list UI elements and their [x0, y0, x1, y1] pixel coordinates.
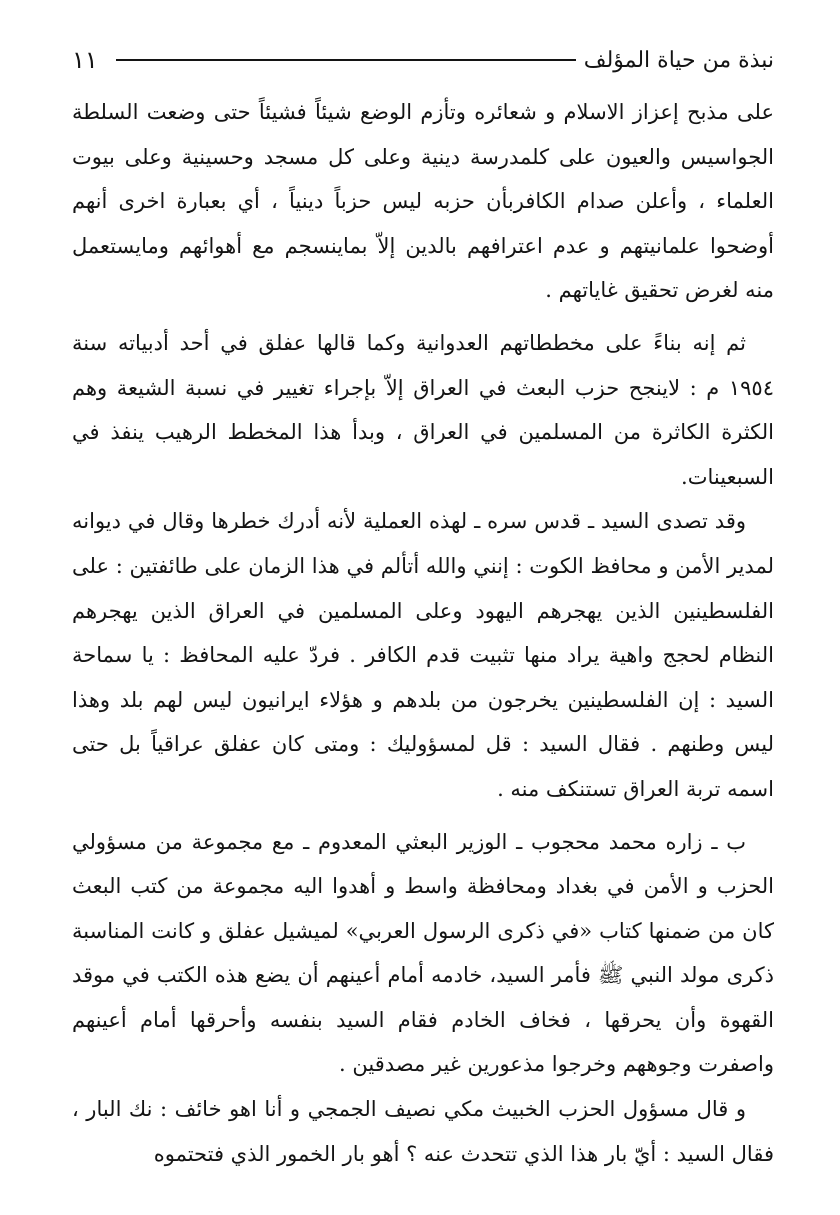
- header-rule: [116, 59, 576, 61]
- paragraph-3: وقد تصدى السيد ـ قدس سره ـ لهذه العملية لأنه أدرك خطرها وقال في ديوانه لمدير الأمن و محافظ الكوت : إنني والله أتألم في هذا الزمان على طائفتين : على الفلسطينين الذين يهجرهم اليهود وعلى المسلمين في العراق الذين يهجرهم النظام لحجج واهية يراد منها تثبيت قدم الكافر . فردّ عليه المحافظ : يا سماحة السيد : إن الفلسطينين يخرجون من بلدهم و هؤلاء ايرانيون ليس لهم بلد وهذا ليس وطنهم . فقال السيد : قل لمسؤوليك : ومتى كان عفلق عراقياً بل حتى اسمه تربة العراق تستنكف منه .: [72, 509, 774, 801]
- page-number: ١١: [72, 46, 98, 74]
- paragraph-5: و قال مسؤول الحزب الخبيث مكي نصيف الجمجي و أنا اهو خائف : نك البار ، فقال السيد : أيّ بار هذا الذي تتحدث عنه ؟ أهو بار الخمور الذي فتحتموه: [72, 1097, 774, 1166]
- body-text: [72, 90, 774, 1176]
- paragraph-1: على مذبح إعزاز الاسلام و شعائره وتأزم الوضع شيئاً فشيئاً حتى وضعت السلطة الجواسيس والعيون على كلمدرسة دينية وعلى كل مسجد وحسينية وعلى بيوت العلماء ، وأعلن صدام الكافربأن حزبه ليس حزباً دينياً ، أي بعبارة اخرى أنهم أوضحوا علمانيتهم و عدم اعترافهم بالدين إلاّ بماينسجم مع أهوائهم ومايستعمل منه لغرض تحقيق غاياتهم .: [72, 100, 774, 303]
- paragraph-4: ب ـ زاره محمد محجوب ـ الوزير البعثي المعدوم ـ مع مجموعة من مسؤولي الحزب و الأمن في بغداد ومحافظة واسط و أهدوا اليه مجموعة من كتب البعث كان من ضمنها كتاب «في ذكرى الرسول العربي» لميشيل عفلق و كانت المناسبة ذكرى مولد النبي ﷺ فأمر السيد، خادمه أمام أعينهم أن يضع هذه الكتب في موقد القهوة وأن يحرقها ، فخاف الخادم فقام السيد بنفسه وأحرقها أمام أعينهم واصفرت وجوههم وخرجوا مذعورين غير مصدقين .: [72, 829, 774, 1077]
- page-header: [72, 38, 774, 82]
- running-title: نبذة من حياة المؤلف: [583, 47, 774, 73]
- paragraph-2: ثم إنه بناءً على مخططاتهم العدوانية وكما قالها عفلق في أحد أدبياته سنة ١٩٥٤ م : لاينجح حزب البعث في العراق إلاّ بإجراء تغيير في نسبة الشيعة وهم الكثرة الكاثرة من المسلمين في العراق ، وبدأ هذا المخطط الرهيب ينفذ في السبعينات.: [72, 330, 774, 489]
